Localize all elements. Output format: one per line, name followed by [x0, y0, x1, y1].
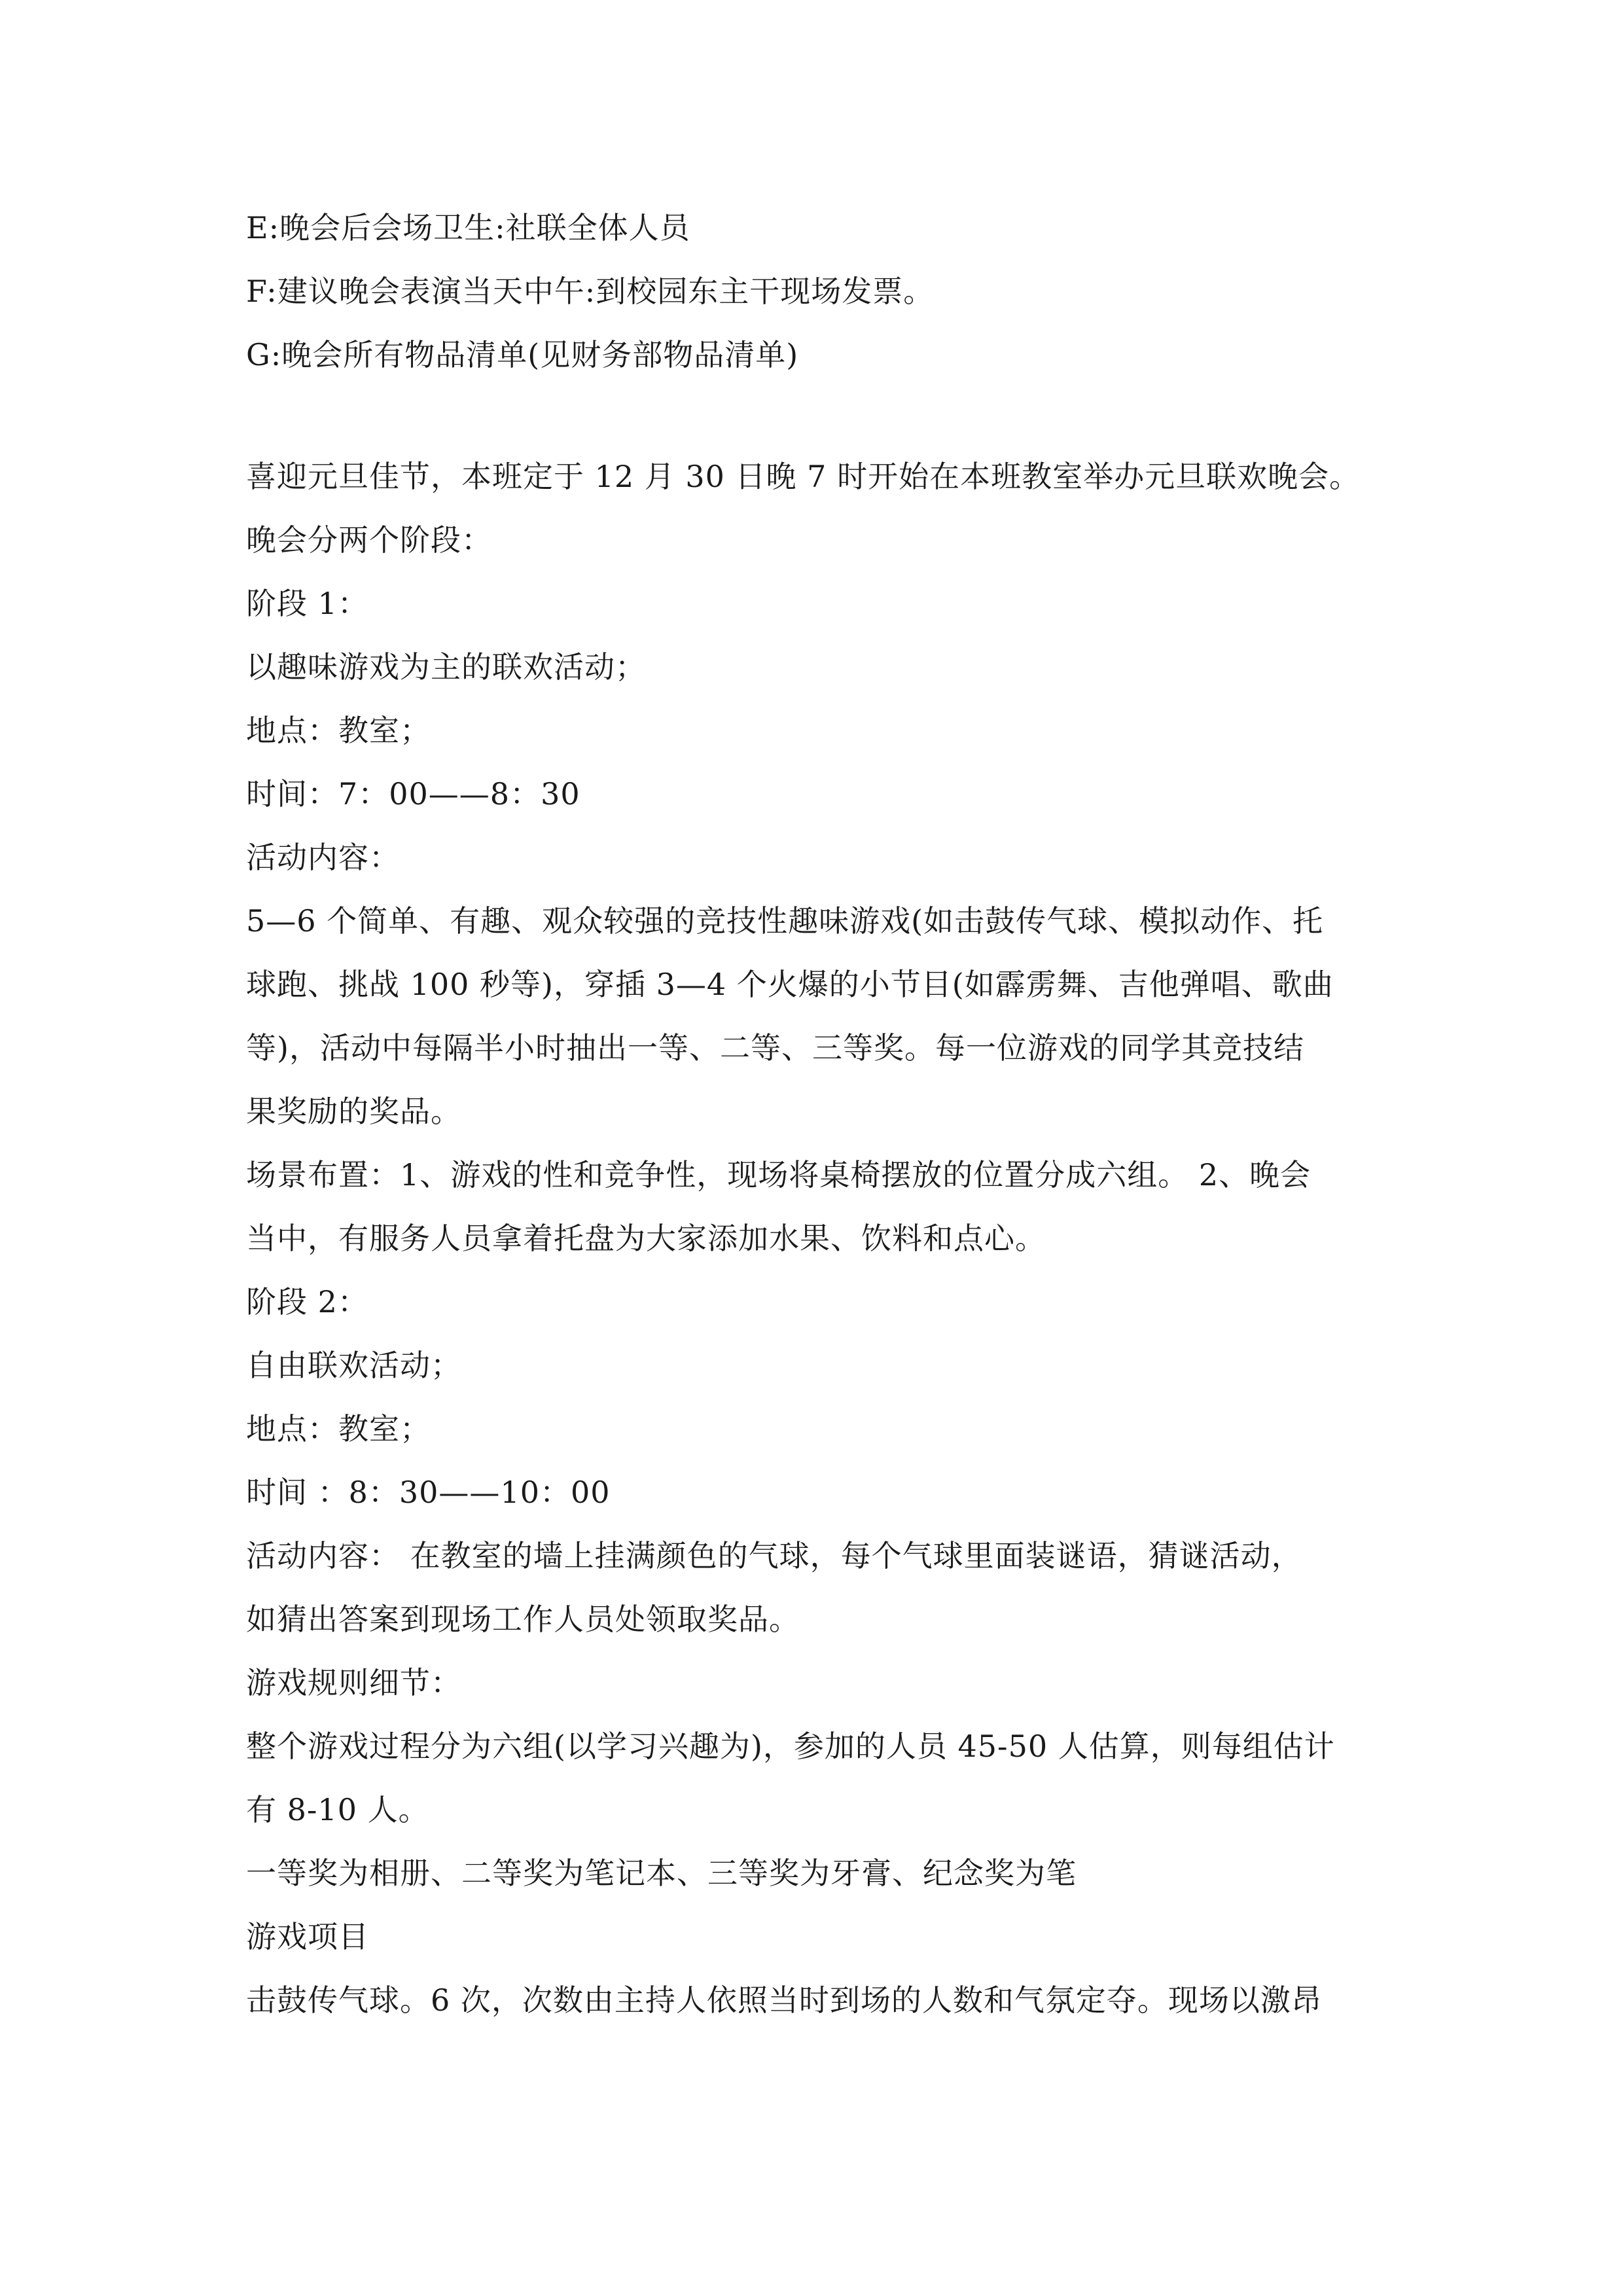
text-line: 场景布置：1、游戏的性和竞争性，现场将桌椅摆放的位置分成六组。 2、晚会	[246, 1157, 1311, 1193]
text-line: 等)，活动中每隔半小时抽出一等、二等、三等奖。每一位游戏的同学其竞技结	[246, 1030, 1304, 1066]
text-line: 球跑、挑战 100 秒等)，穿插 3—4 个火爆的小节目(如霹雳舞、吉他弹唱、歌曲	[246, 967, 1334, 1002]
text-line: 游戏规则细节：	[246, 1665, 461, 1700]
text-line: 当中，有服务人员拿着托盘为大家添加水果、饮料和点心。	[246, 1221, 1046, 1256]
text-line: 游戏项目	[246, 1919, 369, 1954]
text-line: 以趣味游戏为主的联欢活动；	[246, 649, 646, 685]
text-line: G:晚会所有物品清单(见财务部物品清单)	[246, 337, 799, 372]
text-line: 地点：教室；	[246, 1411, 431, 1446]
text-line: 喜迎元旦佳节，本班定于 12 月 30 日晚 7 时开始在本班教室举办元旦联欢晚会。	[246, 459, 1361, 494]
text-line: 时间 ：8：30——10：00	[246, 1475, 611, 1510]
text-line: 击鼓传气球。6 次，次数由主持人依照当时到场的人数和气氛定夺。现场以激昂	[246, 1982, 1322, 2018]
text-line: 活动内容：	[246, 840, 400, 875]
text-line: E:晚会后会场卫生:社联全体人员	[246, 210, 690, 245]
text-line: 如猜出答案到现场工作人员处领取奖品。	[246, 1602, 800, 1637]
text-line: 果奖励的奖品。	[246, 1094, 461, 1129]
text-line: 阶段 2：	[246, 1284, 368, 1319]
top-text-block	[246, 196, 1385, 387]
text-line: 时间：7：00——8：30	[246, 776, 580, 812]
text-line: 自由联欢活动；	[246, 1348, 461, 1383]
text-line: 一等奖为相册、二等奖为笔记本、三等奖为牙膏、纪念奖为笔	[246, 1856, 1077, 1891]
text-line: 整个游戏过程分为六组(以学习兴趣为)，参加的人员 45-50 人估算，则每组估计	[246, 1729, 1335, 1764]
text-line: 阶段 1：	[246, 586, 368, 621]
text-line: 5—6 个简单、有趣、观众较强的竞技性趣味游戏(如击鼓传气球、模拟动作、托	[246, 903, 1324, 939]
main-text-block	[246, 445, 1385, 2032]
text-line: 晚会分两个阶段：	[246, 522, 492, 558]
text-line: 有 8-10 人。	[246, 1792, 429, 1827]
text-line: 活动内容： 在教室的墙上挂满颜色的气球，每个气球里面装谜语，猜谜活动，	[246, 1538, 1302, 1573]
text-line: F:建议晚会表演当天中午:到校园东主干现场发票。	[246, 274, 935, 309]
text-line: 地点：教室；	[246, 713, 431, 748]
